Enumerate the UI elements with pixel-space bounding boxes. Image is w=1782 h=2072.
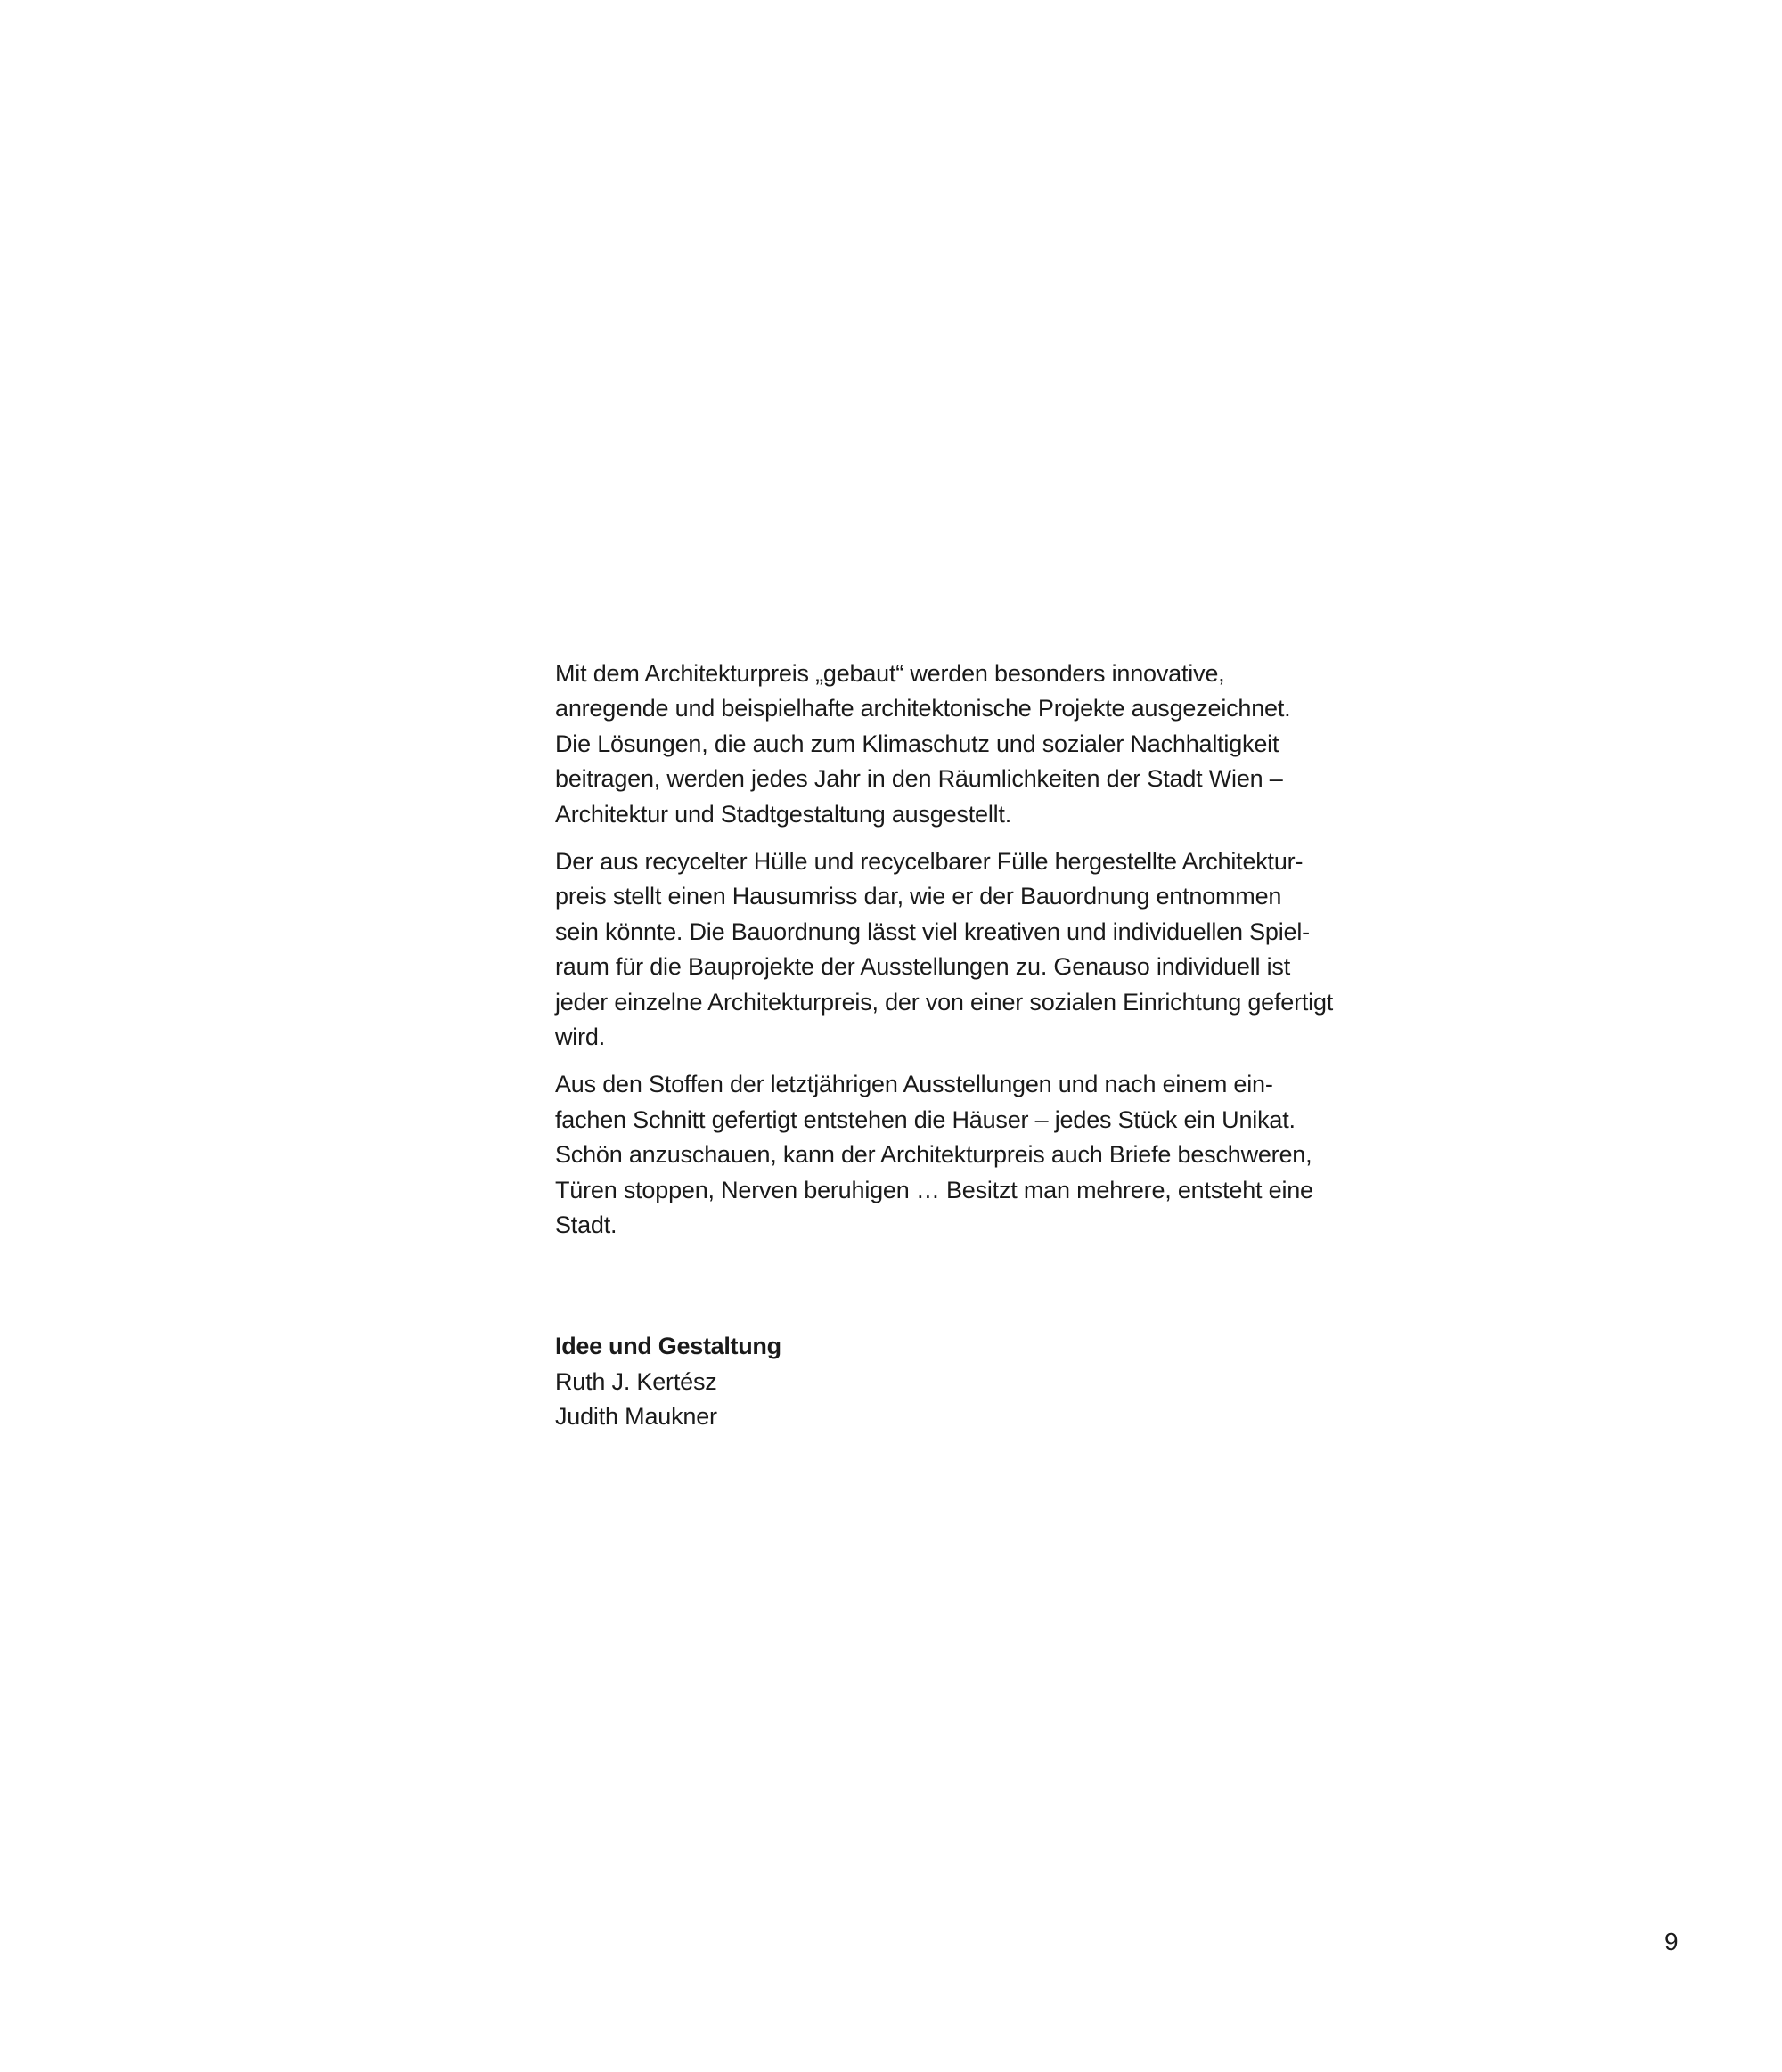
text-line: jeder einzelne Architekturpreis, der von einer sozialen Einrichtung gefertigt: [555, 988, 1334, 1016]
credits: [555, 1329, 1090, 1435]
paragraph: [555, 657, 1339, 832]
text-line: anregende und beispielhafte architektonische Projekte ausgezeichnet.: [555, 695, 1291, 722]
paragraph: [555, 1067, 1339, 1243]
text-line: fachen Schnitt gefertigt entstehen die Häuser – jedes Stück ein Unikat.: [555, 1105, 1296, 1133]
text-line: wird.: [555, 1024, 606, 1051]
text-line: sein könnte. Die Bauordnung lässt viel kreativen und individuellen Spiel-: [555, 918, 1310, 945]
text-line: Aus den Stoffen der letztjährigen Ausstellungen und nach einem ein-: [555, 1071, 1273, 1098]
text-line: Der aus recycelter Hülle und recycelbarer Fülle hergestellte Architektur-: [555, 848, 1304, 876]
credits-name: Ruth J. Kertész: [555, 1367, 717, 1395]
credits-name: Judith Maukner: [555, 1403, 717, 1431]
text-line: Mit dem Architekturpreis „gebaut“ werden besonders innovative,: [555, 660, 1225, 687]
body-text: [555, 657, 1339, 1256]
text-line: Architektur und Stadtgestaltung ausgestellt.: [555, 800, 1012, 828]
credits-heading: Idee und Gestaltung: [555, 1333, 781, 1359]
text-line: preis stellt einen Hausumriss dar, wie er der Bauordnung entnommen: [555, 883, 1282, 910]
paragraph: [555, 844, 1339, 1055]
text-line: raum für die Bauprojekte der Ausstellungen zu. Genauso individuell ist: [555, 953, 1290, 981]
text-line: Schön anzuschauen, kann der Architekturpreis auch Briefe beschweren,: [555, 1141, 1312, 1169]
text-line: beitragen, werden jedes Jahr in den Räumlichkeiten der Stadt Wien –: [555, 765, 1283, 793]
text-line: Stadt.: [555, 1211, 617, 1239]
text-line: Türen stoppen, Nerven beruhigen … Besitzt man mehrere, entsteht eine: [555, 1176, 1313, 1203]
page-number: 9: [1664, 1928, 1679, 1955]
text-line: Die Lösungen, die auch zum Klimaschutz und sozialer Nachhaltigkeit: [555, 730, 1279, 757]
